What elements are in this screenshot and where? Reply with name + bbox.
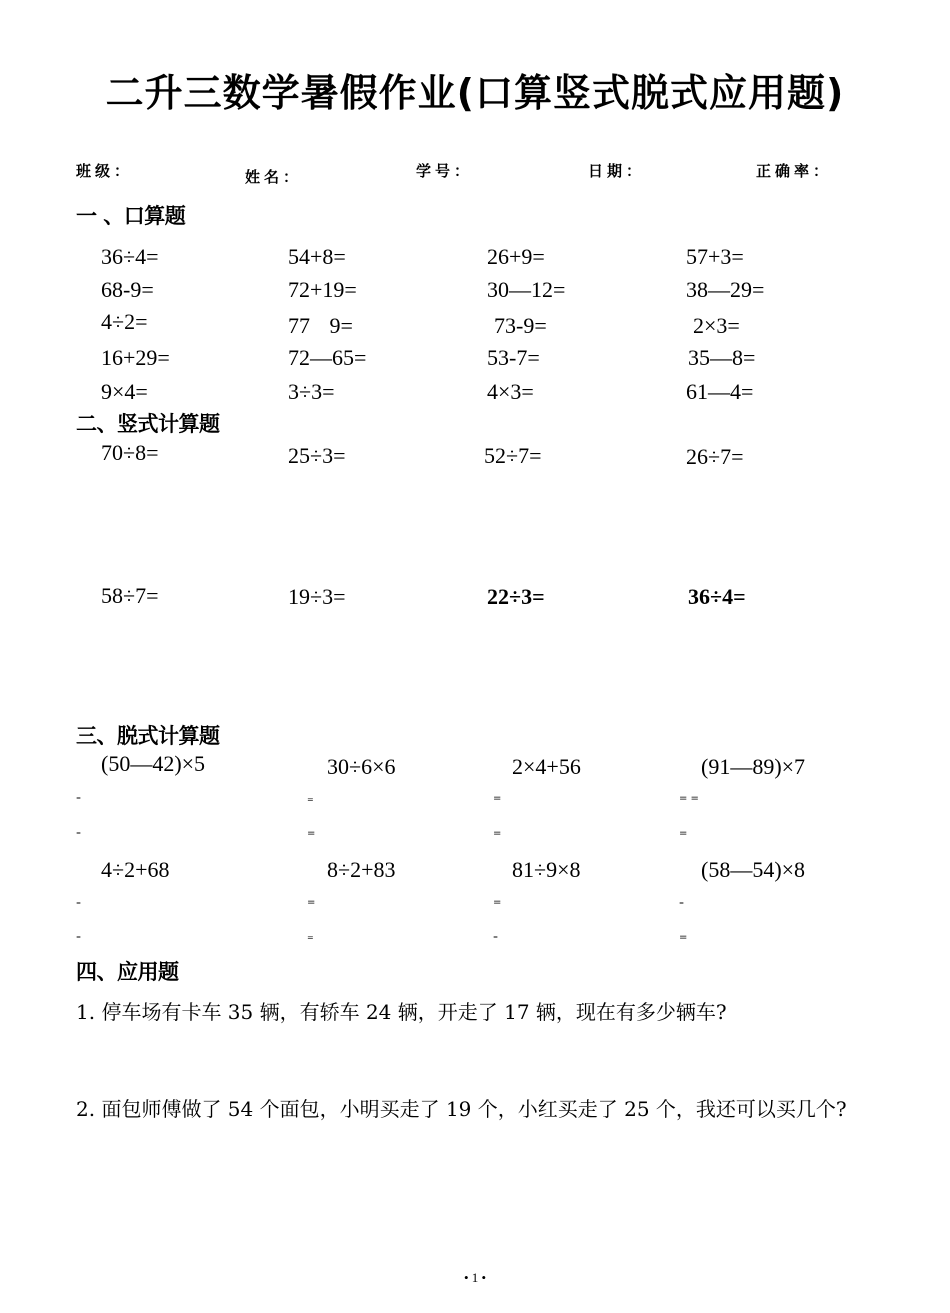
mental-math-problem: 2×3=	[693, 313, 740, 338]
student-id-field-label: 学号：	[416, 162, 474, 180]
vertical-calc-problem: 52÷7=	[484, 443, 542, 468]
vertical-calc-problem: 70÷8=	[101, 440, 159, 465]
step-calc-problem: 30÷6×6	[327, 754, 396, 779]
mental-math-problem: 72+19=	[288, 277, 357, 302]
vertical-calc-problem: 22÷3=	[487, 584, 545, 609]
answer-equals-mark: =	[493, 897, 502, 908]
answer-equals-mark: =	[679, 932, 688, 943]
mental-math-problem: 9×4=	[101, 379, 148, 404]
answer-equals-mark: =	[76, 795, 82, 802]
mental-math-problem: 68-9=	[101, 277, 154, 302]
answer-equals-mark: =	[307, 795, 314, 804]
answer-equals-mark: =	[307, 933, 314, 942]
step-calc-problem: 8÷2+83	[327, 857, 396, 882]
mental-math-problem: 38—29=	[686, 277, 765, 302]
section-heading-mental-math: 一 、口算题	[76, 204, 186, 228]
vertical-calc-problem: 25÷3=	[288, 443, 346, 468]
answer-equals-mark: =	[76, 934, 82, 941]
step-calc-problem: 2×4+56	[512, 754, 581, 779]
answer-equals-mark: =	[679, 900, 685, 907]
mental-math-problem: 54+8=	[288, 244, 346, 269]
word-problem: 2. 面包师傅做了 54 个面包，小明买走了 19 个，小红买走了 25 个，我还可以买几个?	[76, 1097, 847, 1121]
section-heading-vertical-calc: 二、竖式计算题	[76, 412, 220, 436]
step-calc-problem: 81÷9×8	[512, 857, 581, 882]
step-calc-problem: (58—54)×8	[701, 857, 806, 882]
vertical-calc-problem: 26÷7=	[686, 444, 744, 469]
vertical-calc-problem: 36÷4=	[688, 584, 746, 609]
mental-math-problem: 73-9=	[494, 313, 547, 338]
mental-math-problem: 53-7=	[487, 345, 540, 370]
mental-math-problem: 36÷4=	[101, 244, 159, 269]
step-calc-problem: (91—89)×7	[701, 754, 806, 779]
name-field-label: 姓名：	[245, 168, 303, 186]
word-problem: 1. 停车场有卡车 35 辆，有轿车 24 辆，开走了 17 辆，现在有多少辆车?	[76, 1000, 727, 1024]
page-title: 二升三数学暑假作业(口算竖式脱式应用题)	[105, 71, 845, 115]
answer-equals-mark: =	[307, 897, 316, 908]
answer-equals-mark: =	[493, 934, 499, 941]
mental-math-problem: 4÷2=	[101, 309, 148, 334]
class-field-label: 班级：	[76, 162, 134, 180]
step-calc-problem: (50—42)×5	[101, 751, 206, 776]
mental-math-problem: 16+29=	[101, 345, 170, 370]
section-heading-word-problems: 四、应用题	[76, 960, 179, 984]
step-calc-problem: 4÷2+68	[101, 857, 170, 882]
mental-math-problem: 26+9=	[487, 244, 545, 269]
mental-math-problem: 4×3=	[487, 379, 534, 404]
page-number: • 1 •	[463, 1270, 487, 1285]
answer-equals-mark: =	[76, 900, 82, 907]
mental-math-problem: 30—12=	[487, 277, 566, 302]
answer-equals-mark: =	[679, 828, 688, 839]
answer-equals-mark: = =	[679, 793, 699, 804]
mental-math-problem: 61—4=	[686, 379, 754, 404]
mental-math-problem: 3÷3=	[288, 379, 335, 404]
mental-math-problem: 35—8=	[688, 345, 756, 370]
answer-equals-mark: =	[493, 793, 502, 804]
section-heading-step-calc: 三、脱式计算题	[76, 724, 220, 748]
answer-equals-mark: =	[307, 828, 316, 839]
mental-math-problem: 77 9=	[288, 313, 353, 338]
answer-equals-mark: =	[76, 830, 82, 837]
mental-math-problem: 72—65=	[288, 345, 367, 370]
vertical-calc-problem: 19÷3=	[288, 584, 346, 609]
accuracy-field-label: 正确率：	[756, 162, 833, 180]
vertical-calc-problem: 58÷7=	[101, 583, 159, 608]
mental-math-problem: 57+3=	[686, 244, 744, 269]
answer-equals-mark: =	[493, 828, 502, 839]
date-field-label: 日期：	[588, 162, 646, 180]
